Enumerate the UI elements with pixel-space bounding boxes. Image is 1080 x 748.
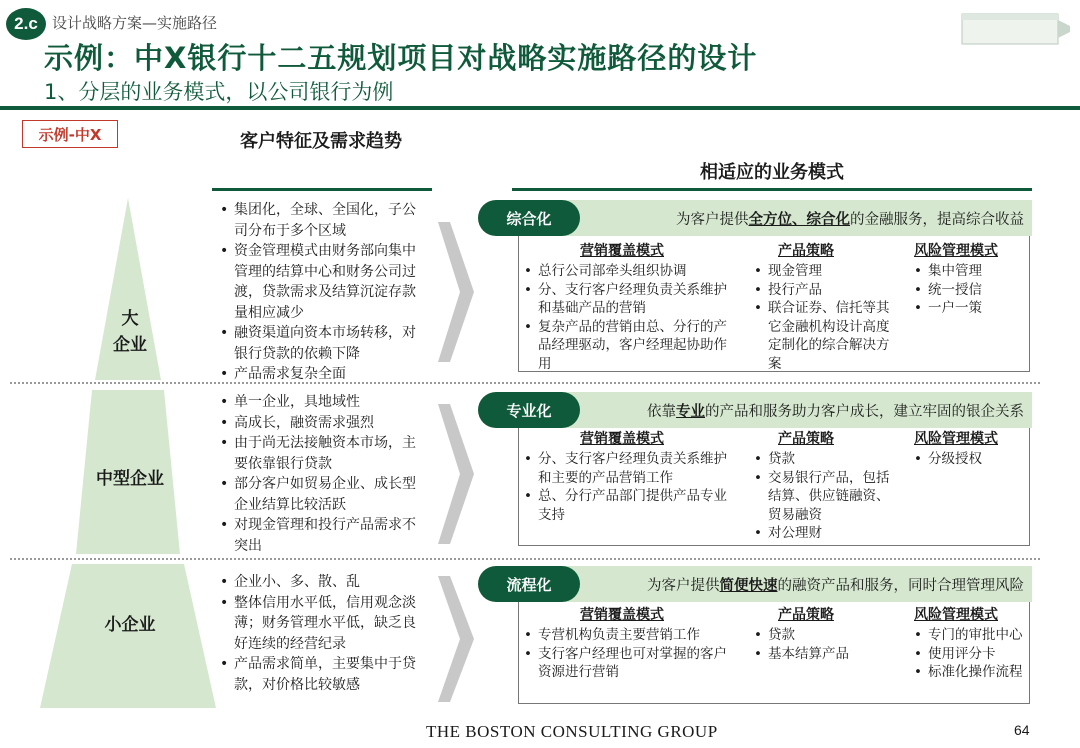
- right-header-rule: [512, 188, 1032, 191]
- title-prefix: 示例：: [44, 41, 135, 75]
- list-item: • 支行客户经理也可对掌握的客户资源进行营销: [524, 645, 730, 682]
- list-item: • 专营机构负责主要营销工作: [524, 626, 730, 645]
- subhead-marketing: 营销覆盖模式: [580, 431, 664, 447]
- pill-integrated: 综合化: [478, 200, 580, 236]
- feature-item: • 集团化，全球、全国化，子公司分布于多个区域: [220, 200, 428, 241]
- features-medium: [220, 392, 428, 556]
- banner-post: 的融资产品和服务，同时合理管理风险: [777, 577, 1024, 594]
- list-item: • 标准化操作流程: [914, 663, 1028, 682]
- left-column-header: 客户特征及需求趋势: [240, 131, 402, 152]
- feature-item: • 企业小、多、散、乱: [220, 572, 428, 593]
- title-main: 中X银行十二五规划项目对战略实施路径的设计: [134, 41, 758, 75]
- banner-text: [676, 208, 1024, 229]
- product-list: [754, 450, 896, 543]
- tier-label-line: 中型企业: [96, 469, 164, 489]
- section-badge: 2.c: [6, 8, 46, 40]
- features-small: [220, 572, 428, 695]
- list-item: • 现金管理: [754, 262, 896, 281]
- banner-text: [647, 400, 1024, 421]
- subhead-risk: 风险管理模式: [914, 243, 998, 259]
- tier-label-medium: [78, 466, 182, 492]
- feature-item: • 产品需求简单，主要集中于贷款，对价格比较敏感: [220, 654, 428, 695]
- list-item: • 联合证券、信托等其它金融机构设计高度定制化的综合解决方案: [754, 299, 896, 373]
- feature-item: • 高成长，融资需求强烈: [220, 413, 428, 434]
- banner-post: 的产品和服务助力客户成长，建立牢固的银企关系: [705, 403, 1024, 420]
- subhead-risk: 风险管理模式: [914, 431, 998, 447]
- list-item: • 专门的审批中心: [914, 626, 1028, 645]
- chevron-right-icon: [438, 576, 474, 702]
- breadcrumb: 设计战略方案—实施路径: [52, 14, 218, 32]
- feature-item: • 产品需求复杂全面: [220, 364, 428, 385]
- footer-brand: THE BOSTON CONSULTING GROUP: [426, 722, 718, 741]
- feature-item: • 资金管理模式由财务部向集中管理的结算中心和财务公司过渡，贷款需求及结算沉淀存款量相应减少: [220, 241, 428, 323]
- banner-text: [647, 574, 1024, 595]
- tier-label-large: [98, 306, 162, 358]
- banner-emphasis: 专业: [676, 403, 705, 420]
- chevron-right-icon: [438, 404, 474, 544]
- tier-label-line: 大: [121, 309, 139, 329]
- feature-item: • 融资渠道向资本市场转移，对银行贷款的依赖下降: [220, 323, 428, 364]
- right-column-header: 相适应的业务模式: [700, 162, 844, 183]
- chevron-right-icon: [438, 222, 474, 362]
- page-number: 64: [1014, 722, 1030, 738]
- features-large: [220, 200, 428, 385]
- list-item: • 总、分行产品部门提供产品专业支持: [524, 487, 730, 524]
- list-item: • 贷款: [754, 626, 896, 645]
- subhead-risk: 风险管理模式: [914, 607, 998, 623]
- title-divider: [0, 106, 1080, 110]
- subhead-product: 产品策略: [778, 431, 834, 447]
- list-item: • 交易银行产品，包括结算、供应链融资、贸易融资: [754, 469, 896, 525]
- product-list: [754, 262, 896, 373]
- page-title: [44, 36, 757, 77]
- tier-label-small: [78, 612, 182, 638]
- tier-label-line: 企业: [113, 335, 147, 355]
- subhead-product: 产品策略: [778, 243, 834, 259]
- marketing-list: [524, 450, 730, 524]
- left-header-rule: [212, 188, 432, 191]
- list-item: • 复杂产品的营销由总、分行的产品经理驱动，客户经理起协助作用: [524, 318, 730, 374]
- product-list: [754, 626, 896, 663]
- banner-emphasis: 简便快速: [719, 577, 778, 594]
- list-item: • 集中管理: [914, 262, 1024, 281]
- model-banner-small: [540, 566, 1032, 602]
- banner-post: 的金融服务，提高综合收益: [850, 211, 1024, 228]
- example-tag: 示例-中X: [22, 120, 118, 148]
- feature-item: • 由于尚无法接触资本市场，主要依靠银行贷款: [220, 433, 428, 474]
- list-item: • 统一授信: [914, 281, 1024, 300]
- feature-item: • 整体信用水平低，信用观念淡薄；财务管理水平低，缺乏良好连续的经营纪录: [220, 593, 428, 655]
- risk-list: [914, 262, 1024, 318]
- list-item: • 分级授权: [914, 450, 1024, 469]
- marketing-list: [524, 626, 730, 682]
- list-item: • 基本结算产品: [754, 645, 896, 664]
- model-banner-medium: [540, 392, 1032, 428]
- model-banner-large: [540, 200, 1032, 236]
- list-item: • 分、支行客户经理负责关系维护和主要的产品营销工作: [524, 450, 730, 487]
- banner-pre: 为客户提供: [647, 577, 720, 594]
- list-item: • 使用评分卡: [914, 645, 1028, 664]
- pill-specialized: 专业化: [478, 392, 580, 428]
- marketing-list: [524, 262, 730, 373]
- subhead-marketing: 营销覆盖模式: [580, 243, 664, 259]
- banner-pre: 为客户提供: [676, 211, 749, 228]
- list-item: • 分、支行客户经理负责关系维护和基础产品的营销: [524, 281, 730, 318]
- subhead-marketing: 营销覆盖模式: [580, 607, 664, 623]
- list-item: • 一户一策: [914, 299, 1024, 318]
- tier-label-line: 小企业: [104, 615, 156, 635]
- pill-streamlined: 流程化: [478, 566, 580, 602]
- list-item: • 总行公司部牵头组织协调: [524, 262, 730, 281]
- risk-list: [914, 450, 1024, 469]
- feature-item: • 单一企业，具地域性: [220, 392, 428, 413]
- page-subtitle: 1、分层的业务模式，以公司银行为例: [44, 80, 394, 104]
- banner-pre: 依靠: [647, 403, 676, 420]
- feature-item: • 部分客户如贸易企业、成长型企业结算比较活跃: [220, 474, 428, 515]
- list-item: • 投行产品: [754, 281, 896, 300]
- banner-emphasis: 全方位、综合化: [748, 211, 850, 228]
- feature-item: • 对现金管理和投行产品需求不突出: [220, 515, 428, 556]
- risk-list: [914, 626, 1028, 682]
- logo-icon: [960, 8, 1072, 50]
- list-item: • 对公理财: [754, 524, 896, 543]
- list-item: • 贷款: [754, 450, 896, 469]
- subhead-product: 产品策略: [778, 607, 834, 623]
